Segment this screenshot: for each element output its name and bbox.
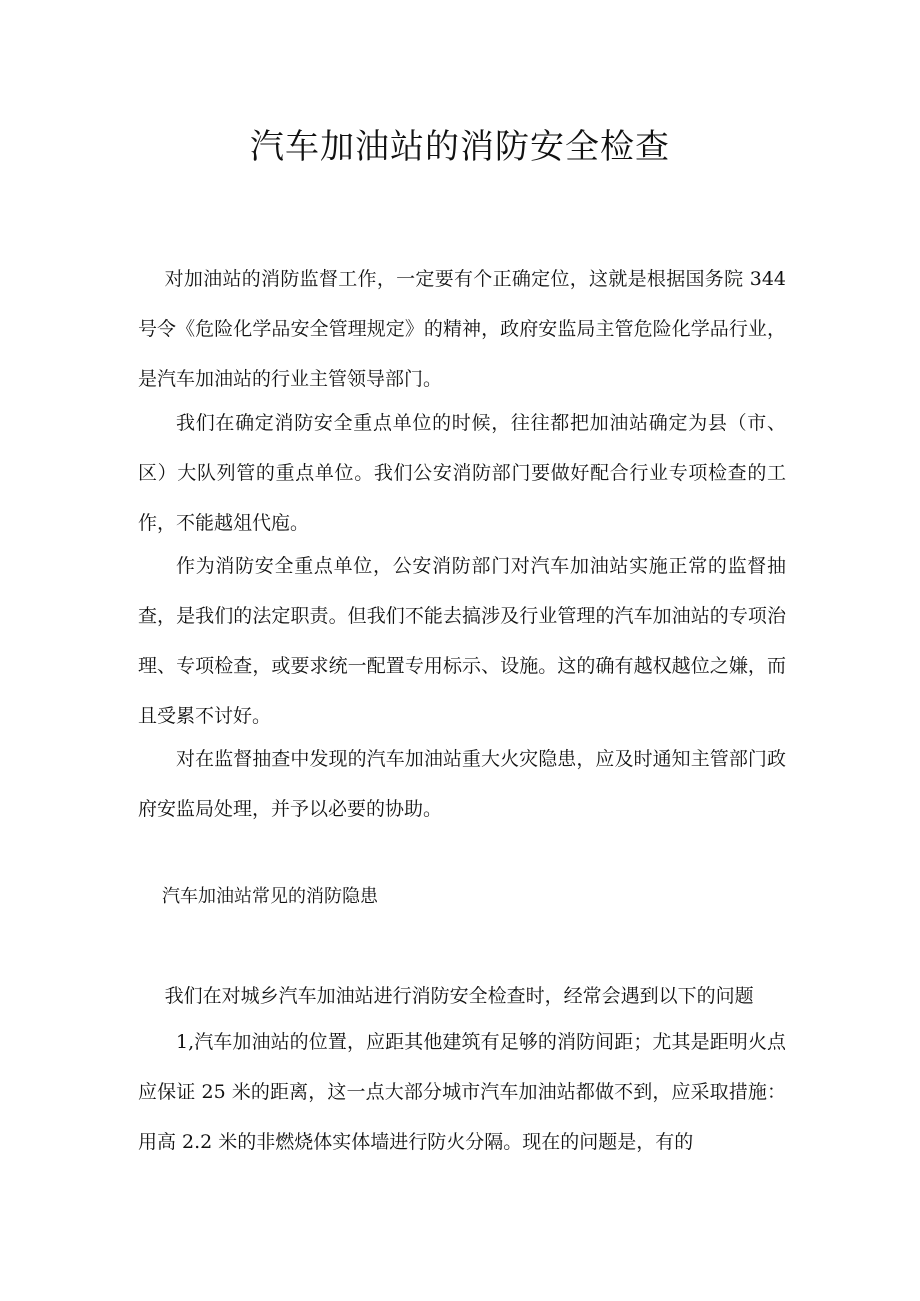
- paragraph: 对在监督抽查中发现的汽车加油站重大火灾隐患，应及时通知主管部门政府安监局处理，并予以必要的协助。: [138, 748, 786, 820]
- paragraph: 我们在确定消防安全重点单位的时候，往往都把加油站确定为县（市、区）大队列管的重点单位。我们公安消防部门要做好配合行业专项检查的工作，不能越俎代庖。: [138, 412, 786, 534]
- paragraph: 1,汽车加油站的位置，应距其他建筑有足够的消防间距；尤其是距明火点应保证 25 米的距离，这一点大部分城市汽车加油站都做不到，应采取措施：用高 2.2 米的非燃烧体实体墙进行防火分隔。现在的问题是，有的: [138, 1031, 786, 1153]
- section-heading: 汽车加油站常见的消防隐患: [162, 886, 378, 907]
- paragraph: 对加油站的消防监督工作，一定要有个正确定位，这就是根据国务院 344 号令《危险化学品安全管理规定》的精神，政府安监局主管危险化学品行业，是汽车加油站的行业主管领导部门。: [138, 268, 786, 390]
- paragraph: 我们在对城乡汽车加油站进行消防安全检查时，经常会遇到以下的问题: [164, 985, 754, 1007]
- paragraph: 作为消防安全重点单位，公安消防部门对汽车加油站实施正常的监督抽查，是我们的法定职责。但我们不能去搞涉及行业管理的汽车加油站的专项治理、专项检查，或要求统一配置专用标示、设施。这的确有越权越位之嫌，而且受累不讨好。: [138, 555, 786, 727]
- document-title: 汽车加油站的消防安全检查: [250, 127, 670, 167]
